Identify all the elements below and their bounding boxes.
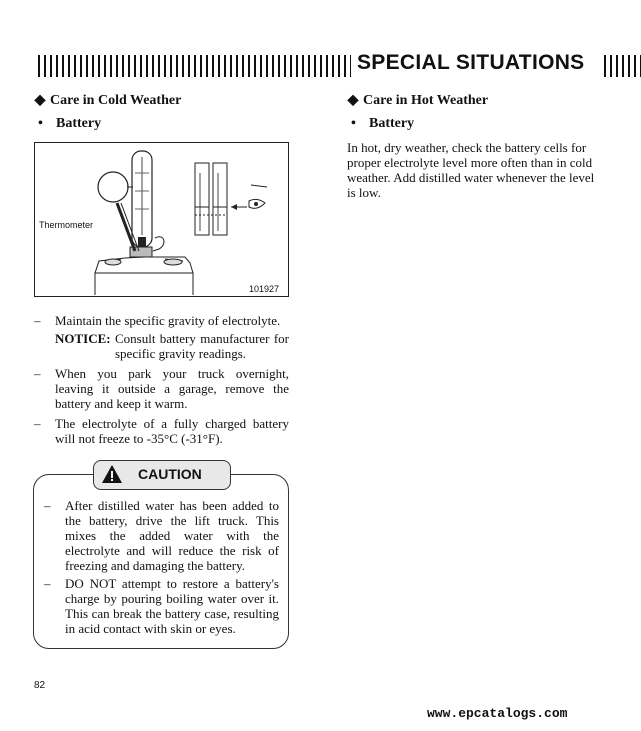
caution-item: – DO NOT attempt to restore a battery's charge by pouring boiling water over it. This can break the battery case, resulting in acid contact with skin or eyes. (44, 576, 279, 636)
section-heading-hot: ◆ Care in Hot Weather (347, 93, 489, 108)
section-heading-cold: ◆ Care in Cold Weather (34, 93, 182, 108)
notice (55, 331, 289, 363)
page-title: SPECIAL SITUATIONS (357, 51, 585, 74)
diamond-bullet-icon: ◆ (347, 93, 359, 108)
notice-label: NOTICE: (55, 331, 111, 346)
caution-item: – After distilled water has been added to the battery, drive the lift truck. This mixes the added water with the electrolyte and will reduce the risk of freezing and damaging the battery. (44, 498, 279, 573)
bullet-icon: • (351, 116, 356, 131)
caution-label: CAUTION (138, 466, 202, 482)
list-item: – Maintain the specific gravity of electrolyte. (34, 313, 281, 328)
list-item: – The electrolyte of a fully charged battery will not freeze to -35°C (-31°F). (34, 416, 289, 446)
subsection-heading-battery-cold: • Battery (38, 116, 102, 131)
battery-hydrometer-figure (34, 142, 289, 297)
hot-weather-paragraph: In hot, dry weather, check the battery cells for proper electrolyte level more often than in cold weather. Add distilled water whenever the level is low. (347, 140, 595, 200)
bullet-icon: • (38, 116, 43, 131)
diamond-bullet-icon: ◆ (34, 93, 46, 108)
watermark: www.epcatalogs.com (427, 706, 568, 721)
header-decoration (38, 55, 351, 77)
list-item: – When you park your truck overnight, leaving it outside a garage, remove the battery and keep it warm. (34, 366, 289, 411)
page-number: 82 (34, 680, 46, 691)
header-decoration-right (604, 55, 641, 77)
figure-code: 101927 (249, 284, 280, 294)
figure-label-thermometer: Thermometer (39, 220, 94, 230)
notice-text: Consult battery manufacturer for specific gravity readings. (115, 331, 289, 361)
subsection-heading-battery-hot: • Battery (351, 116, 415, 131)
warning-icon (101, 464, 123, 484)
